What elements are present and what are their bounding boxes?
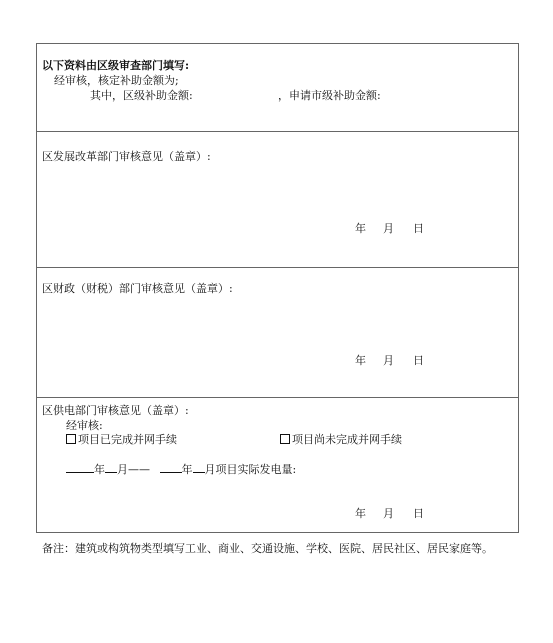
actual-generation-label: 月项目实际发电量: xyxy=(204,463,297,476)
district-subsidy-label: 其中，区级补助金额: xyxy=(90,89,193,102)
approval-form-table xyxy=(36,43,519,533)
development-reform-date xyxy=(355,222,424,235)
district-review-heading: 以下资料由区级审查部门填写: xyxy=(42,59,190,72)
date-day-label: 日 xyxy=(413,222,424,235)
date-month-label: 月 xyxy=(383,507,394,520)
start-year-blank[interactable] xyxy=(66,462,94,473)
development-reform-heading: 区发展改革部门审核意见（盖章）: xyxy=(42,150,211,163)
finance-heading: 区财政（财税）部门审核意见（盖章）: xyxy=(42,282,233,295)
date-year-label: 年 xyxy=(355,354,366,367)
power-supply-section xyxy=(37,397,518,534)
start-month-blank[interactable] xyxy=(105,462,117,473)
grid-complete-option[interactable] xyxy=(66,433,177,446)
date-year-label: 年 xyxy=(355,507,366,520)
end-year-blank[interactable] xyxy=(160,462,182,473)
start-month-label: 月—— xyxy=(117,463,150,476)
power-supply-heading: 区供电部门审核意见（盖章）: xyxy=(42,404,189,417)
date-month-label: 月 xyxy=(383,354,394,367)
end-month-blank[interactable] xyxy=(193,462,205,473)
date-year-label: 年 xyxy=(355,222,366,235)
checkbox-icon[interactable] xyxy=(280,434,290,444)
development-reform-section xyxy=(37,131,518,267)
district-review-section xyxy=(37,44,518,131)
checkbox-icon[interactable] xyxy=(66,434,76,444)
finance-section xyxy=(37,267,518,397)
start-year-label: 年 xyxy=(94,463,105,476)
date-day-label: 日 xyxy=(413,507,424,520)
date-day-label: 日 xyxy=(413,354,424,367)
grid-incomplete-label: 项目尚未完成并网手续 xyxy=(292,433,402,446)
power-supply-date xyxy=(355,507,424,520)
grid-incomplete-option[interactable] xyxy=(280,433,402,446)
reviewed-label: 经审核: xyxy=(66,419,103,432)
approved-subsidy-line: 经审核，核定补助金额为; xyxy=(54,74,179,87)
grid-complete-label: 项目已完成并网手续 xyxy=(78,433,177,446)
finance-date xyxy=(355,354,424,367)
end-year-label: 年 xyxy=(181,463,193,476)
footnote: 备注：建筑或构筑物类型填写工业、商业、交通设施、学校、医院、居民社区、居民家庭等。 xyxy=(42,542,493,555)
city-subsidy-label: ，申请市级补助金额: xyxy=(278,89,381,102)
date-month-label: 月 xyxy=(383,222,394,235)
generation-period-line xyxy=(66,462,296,476)
